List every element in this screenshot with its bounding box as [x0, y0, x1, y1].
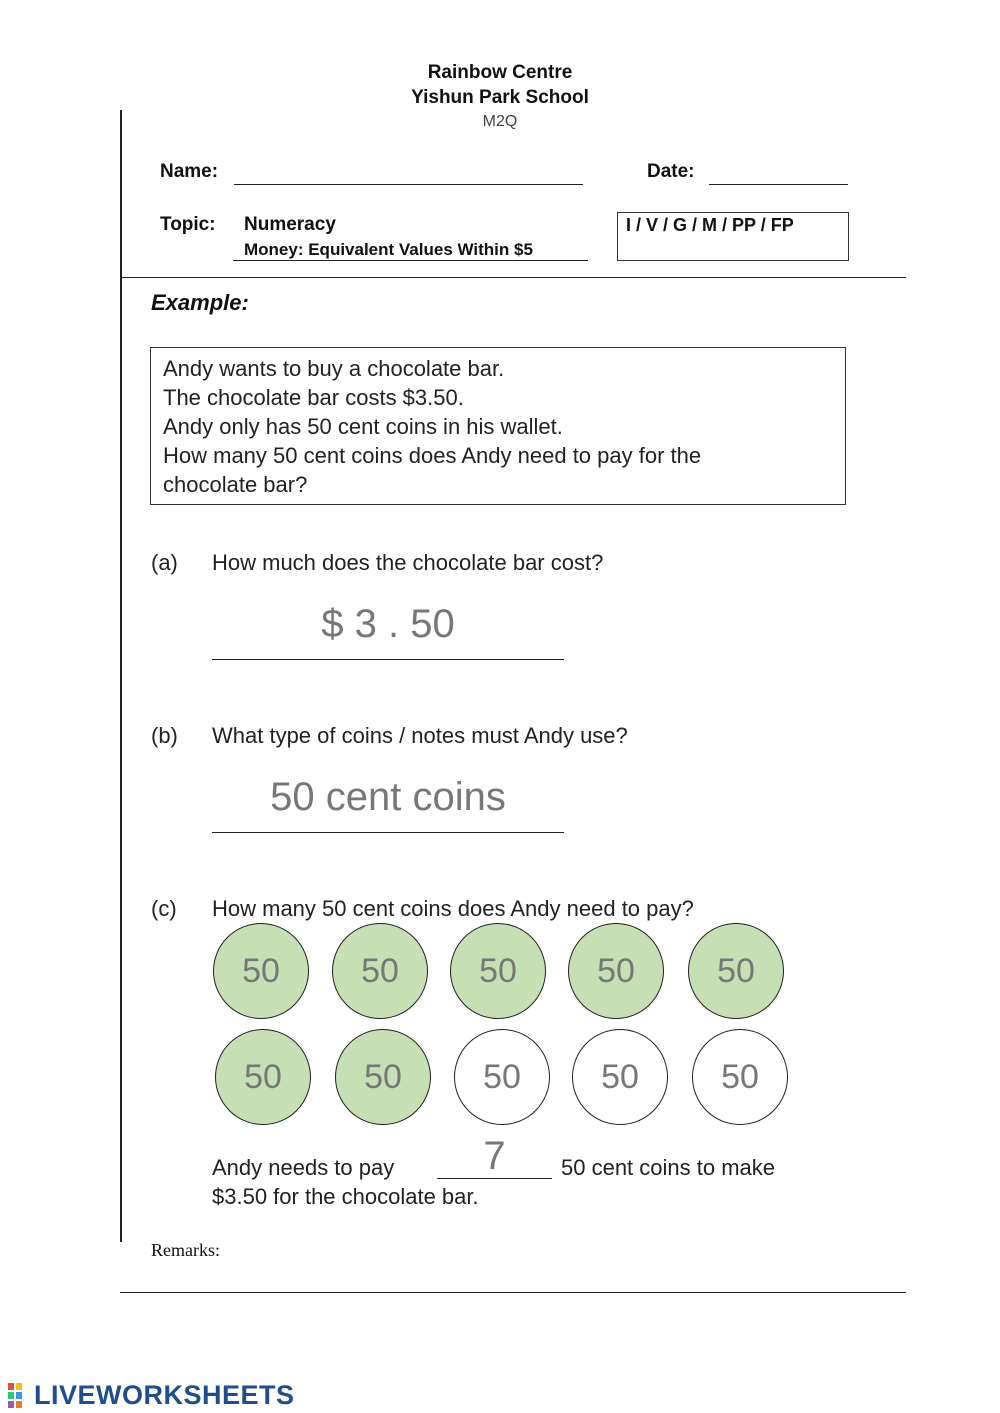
answer-b-line [212, 832, 564, 833]
story-line: The chocolate bar costs $3.50. [163, 385, 464, 410]
coin-label: 50 [601, 1057, 639, 1096]
story-line: Andy wants to buy a chocolate bar. [163, 356, 505, 381]
sentence-before: Andy needs to pay [212, 1155, 395, 1180]
footer-separator [120, 1292, 906, 1293]
remarks-label: Remarks: [151, 1240, 220, 1260]
coin[interactable] [572, 1029, 668, 1125]
story-line: chocolate bar? [163, 472, 308, 497]
question-b-text: What type of coins / notes must Andy use? [212, 723, 628, 748]
coin-label: 50 [364, 1057, 402, 1096]
coin-label: 50 [479, 951, 517, 990]
name-field[interactable] [234, 184, 583, 185]
coin[interactable] [215, 1029, 311, 1125]
level-box [617, 212, 849, 261]
name-label: Name: [160, 161, 219, 182]
brand-logo[interactable] [8, 1380, 295, 1411]
school-subname: Yishun Park School [411, 87, 589, 108]
topic-main: Numeracy [244, 214, 336, 235]
coin[interactable] [335, 1029, 431, 1125]
date-label: Date: [647, 161, 695, 182]
sentence-line2: $3.50 for the chocolate bar. [212, 1184, 479, 1209]
question-c-text: How many 50 cent coins does Andy need to pay? [212, 896, 694, 921]
question-a-text: How much does the chocolate bar cost? [212, 550, 604, 575]
date-field[interactable] [709, 184, 848, 185]
coin[interactable] [332, 923, 428, 1019]
coin-label: 50 [242, 951, 280, 990]
answer-a-line [212, 659, 564, 660]
answer-a[interactable]: $ 3 . 50 [321, 602, 455, 646]
question-c-marker: (c) [151, 896, 177, 921]
coin-label: 50 [597, 951, 635, 990]
brand-name: LIVEWORKSHEETS [34, 1380, 295, 1410]
coin-label: 50 [483, 1057, 521, 1096]
question-a-marker: (a) [151, 550, 178, 575]
story-line: Andy only has 50 cent coins in his wallet. [163, 414, 563, 439]
coin[interactable] [568, 923, 664, 1019]
school-name: Rainbow Centre [427, 62, 573, 83]
class-code: M2Q [482, 113, 518, 130]
answer-c[interactable]: 7 [483, 1134, 506, 1178]
coin-label: 50 [721, 1057, 759, 1096]
coin-label: 50 [717, 951, 755, 990]
answer-b[interactable]: 50 cent coins [270, 775, 506, 819]
margin-line [120, 110, 122, 1242]
coin[interactable] [450, 923, 546, 1019]
coin[interactable] [454, 1029, 550, 1125]
topic-underline [233, 260, 588, 261]
coin-label: 50 [244, 1057, 282, 1096]
story-line: How many 50 cent coins does Andy need to pay for the [163, 443, 702, 468]
coin-label: 50 [361, 951, 399, 990]
coin[interactable] [692, 1029, 788, 1125]
story-box [150, 347, 846, 505]
liveworksheets-icon [8, 1383, 30, 1409]
topic-label: Topic: [160, 214, 216, 235]
coin[interactable] [688, 923, 784, 1019]
sentence-after: 50 cent coins to make [561, 1155, 776, 1180]
coin[interactable] [213, 923, 309, 1019]
topic-sub: Money: Equivalent Values Within $5 [244, 240, 533, 259]
level-options: I / V / G / M / PP / FP [626, 215, 794, 235]
header-separator [120, 277, 906, 278]
question-b-marker: (b) [151, 723, 178, 748]
example-heading: Example: [151, 290, 249, 315]
answer-c-line [437, 1178, 552, 1179]
